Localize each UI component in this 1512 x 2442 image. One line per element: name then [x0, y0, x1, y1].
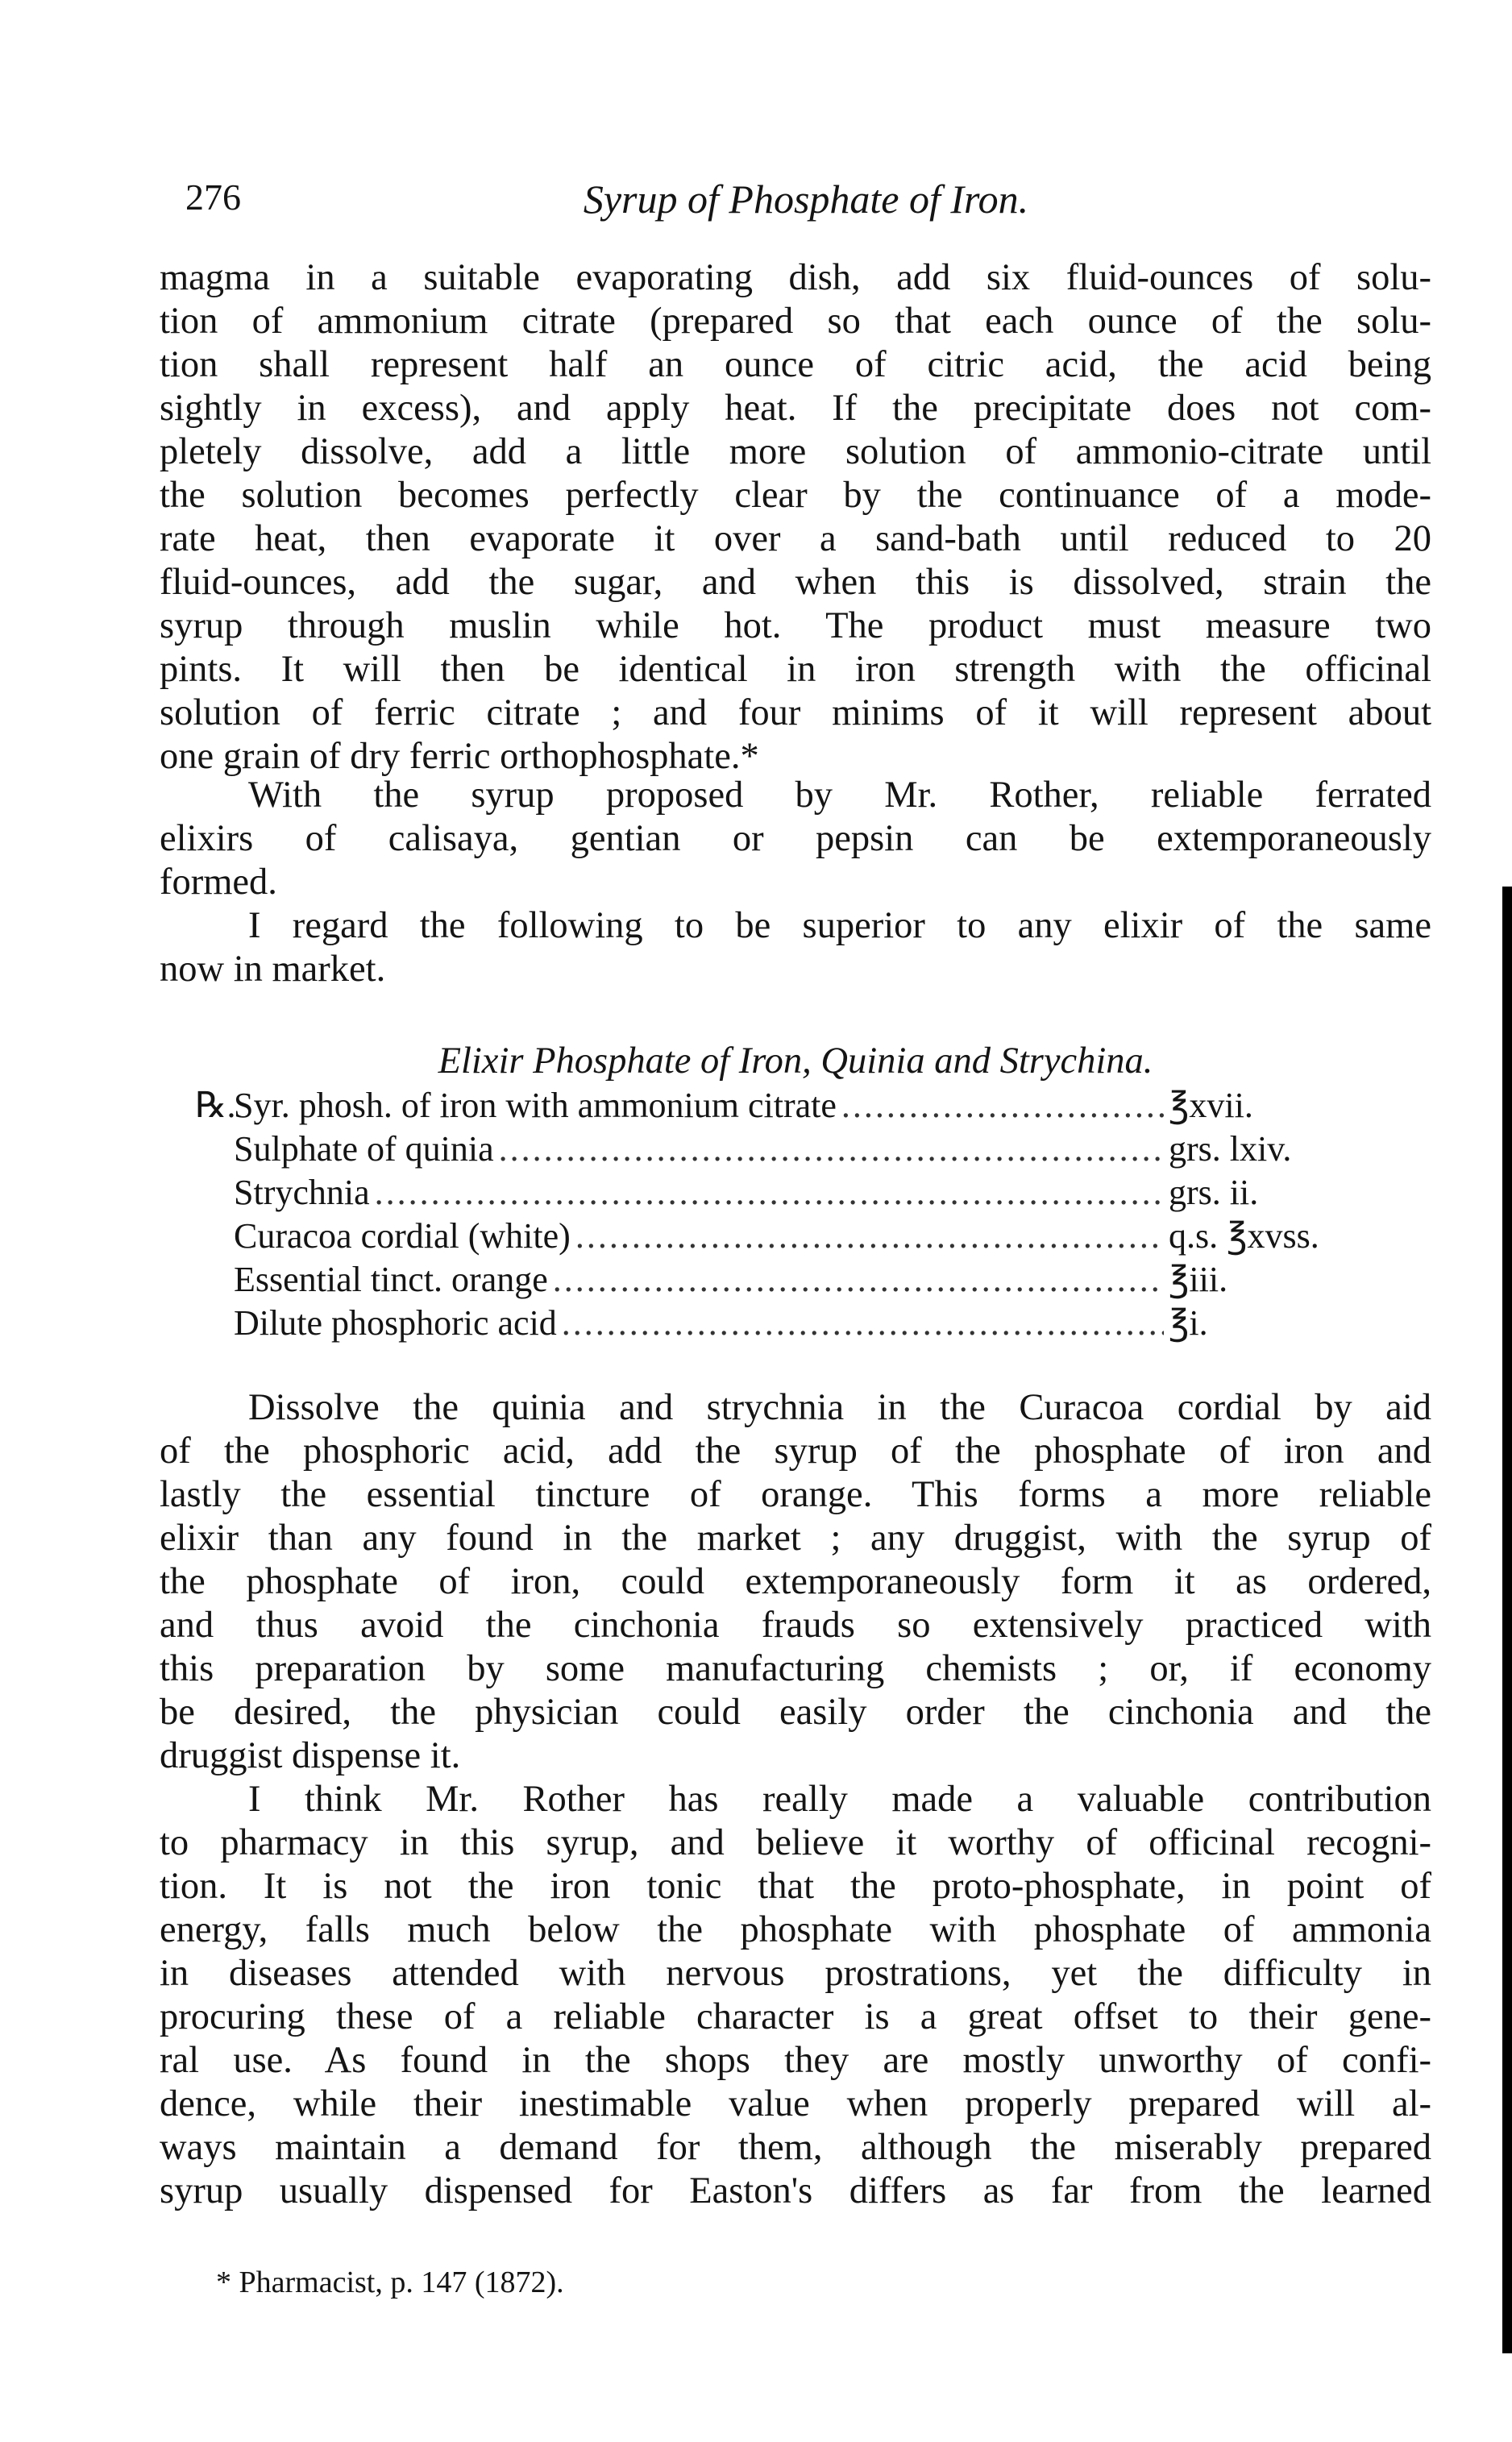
recipe-item — [234, 1258, 1410, 1302]
recipe-item — [234, 1171, 1410, 1215]
text-line: pletely dissolve, add a little more solution of ammonio-citrate until — [160, 431, 1431, 472]
ingredient-name: Syr. phosh. of iron with ammonium citrate — [234, 1086, 837, 1125]
text-line: energy, falls much below the phosphate with phosphate of ammonia — [160, 1909, 1431, 1950]
ingredient-name: Dilute phosphoric acid — [234, 1303, 557, 1343]
leader-dots — [499, 1128, 1164, 1171]
text-line: and thus avoid the cinchonia frauds so extensively practiced with — [160, 1605, 1431, 1646]
text-line: tion. It is not the iron tonic that the proto-phosphate, in point of — [160, 1866, 1431, 1907]
paragraph-3 — [160, 1386, 1431, 2213]
recipe-item — [234, 1302, 1410, 1345]
text-line: ways maintain a demand for them, although the miserably prepared — [160, 2127, 1431, 2168]
text-line: dence, while their inestimable value when properly prepared will al- — [160, 2083, 1431, 2124]
text-line: lastly the essential tincture of orange. This forms a more reliable — [160, 1474, 1431, 1515]
paragraph-1 — [160, 256, 1431, 779]
scan-edge-shadow — [1502, 887, 1512, 2353]
running-title: Syrup of Phosphate of Iron. — [583, 177, 1029, 222]
rx-symbol: ℞. — [195, 1086, 236, 1125]
ingredient-quantity: ℥i. — [1169, 1303, 1208, 1343]
recipe-item — [234, 1128, 1410, 1171]
leader-dots — [841, 1084, 1164, 1128]
text-line: fluid-ounces, add the sugar, and when this is dissolved, strain the — [160, 562, 1431, 603]
ingredient-quantity: grs. ii. — [1169, 1173, 1259, 1212]
text-line: elixirs of calisaya, gentian or pepsin can be extemporaneously — [160, 818, 1431, 859]
ingredient-name: Sulphate of quinia — [234, 1129, 494, 1169]
ingredient-name: Curacoa cordial (white) — [234, 1216, 571, 1256]
text-line: syrup usually dispensed for Easton's differs as far from the learned — [160, 2170, 1431, 2212]
recipe-item — [234, 1084, 1410, 1128]
leader-dots — [375, 1171, 1164, 1215]
text-line: ral use. As found in the shops they are mostly unworthy of confi- — [160, 2040, 1431, 2081]
text-line: rate heat, then evaporate it over a sand-bath until reduced to 20 — [160, 518, 1431, 559]
text-line: formed. — [160, 862, 277, 903]
leader-dots — [562, 1302, 1164, 1345]
recipe-heading: Elixir Phosphate of Iron, Quinia and Strychina. — [438, 1040, 1153, 1082]
text-line: syrup through muslin while hot. The product must measure two — [160, 605, 1431, 646]
ingredient-quantity: ℥iii. — [1169, 1260, 1228, 1299]
footnote: * Pharmacist, p. 147 (1872). — [216, 2265, 564, 2299]
text-line: solution of ferric citrate ; and four minims of it will represent about — [160, 692, 1431, 733]
text-line: procuring these of a reliable character is a great offset to their gene- — [160, 1996, 1431, 2037]
text-line: the solution becomes perfectly clear by the continuance of a mode- — [160, 475, 1431, 516]
recipe-list — [195, 1084, 1410, 1345]
text-line: magma in a suitable evaporating dish, add six fluid-ounces of solu- — [160, 257, 1431, 298]
text-line: elixir than any found in the market ; any druggist, with the syrup of — [160, 1518, 1431, 1559]
ingredient-quantity: grs. lxiv. — [1169, 1129, 1292, 1169]
leader-dots — [575, 1215, 1164, 1258]
text-line: be desired, the physician could easily order the cinchonia and the — [160, 1692, 1431, 1733]
text-line: of the phosphoric acid, add the syrup of the phosphate of iron and — [160, 1431, 1431, 1472]
text-line: tion of ammonium citrate (prepared so that each ounce of the solu- — [160, 301, 1431, 342]
text-line: the phosphate of iron, could extemporaneously form it as ordered, — [160, 1561, 1431, 1602]
text-line: to pharmacy in this syrup, and believe it worthy of officinal recogni- — [160, 1822, 1431, 1863]
text-line: druggist dispense it. — [160, 1735, 461, 1776]
paragraph-2 — [160, 774, 1431, 991]
ingredient-quantity: ℥xvii. — [1169, 1086, 1253, 1125]
text-line: this preparation by some manufacturing chemists ; or, if economy — [160, 1648, 1431, 1689]
leader-dots — [553, 1258, 1164, 1302]
text-line: I regard the following to be superior to any elixir of the same — [248, 905, 1431, 946]
text-line: tion shall represent half an ounce of citric acid, the acid being — [160, 344, 1431, 385]
text-line: one grain of dry ferric orthophosphate.* — [160, 736, 759, 777]
text-line: Dissolve the quinia and strychnia in the Curacoa cordial by aid — [248, 1387, 1431, 1428]
text-line: in diseases attended with nervous prostrations, yet the difficulty in — [160, 1953, 1431, 1994]
ingredient-name: Strychnia — [234, 1173, 370, 1212]
text-line: pints. It will then be identical in iron strength with the officinal — [160, 649, 1431, 690]
recipe-item — [234, 1215, 1410, 1258]
page-header — [185, 176, 1427, 232]
text-line: sightly in excess), and apply heat. If the precipitate does not com- — [160, 388, 1431, 429]
page-number: 276 — [185, 177, 241, 218]
text-line: I think Mr. Rother has really made a valuable contribution — [248, 1779, 1431, 1820]
text-line: With the syrup proposed by Mr. Rother, reliable ferrated — [248, 775, 1431, 816]
ingredient-quantity: q.s. ℥xvss. — [1169, 1216, 1319, 1256]
ingredient-name: Essential tinct. orange — [234, 1260, 548, 1299]
text-line: now in market. — [160, 949, 386, 990]
